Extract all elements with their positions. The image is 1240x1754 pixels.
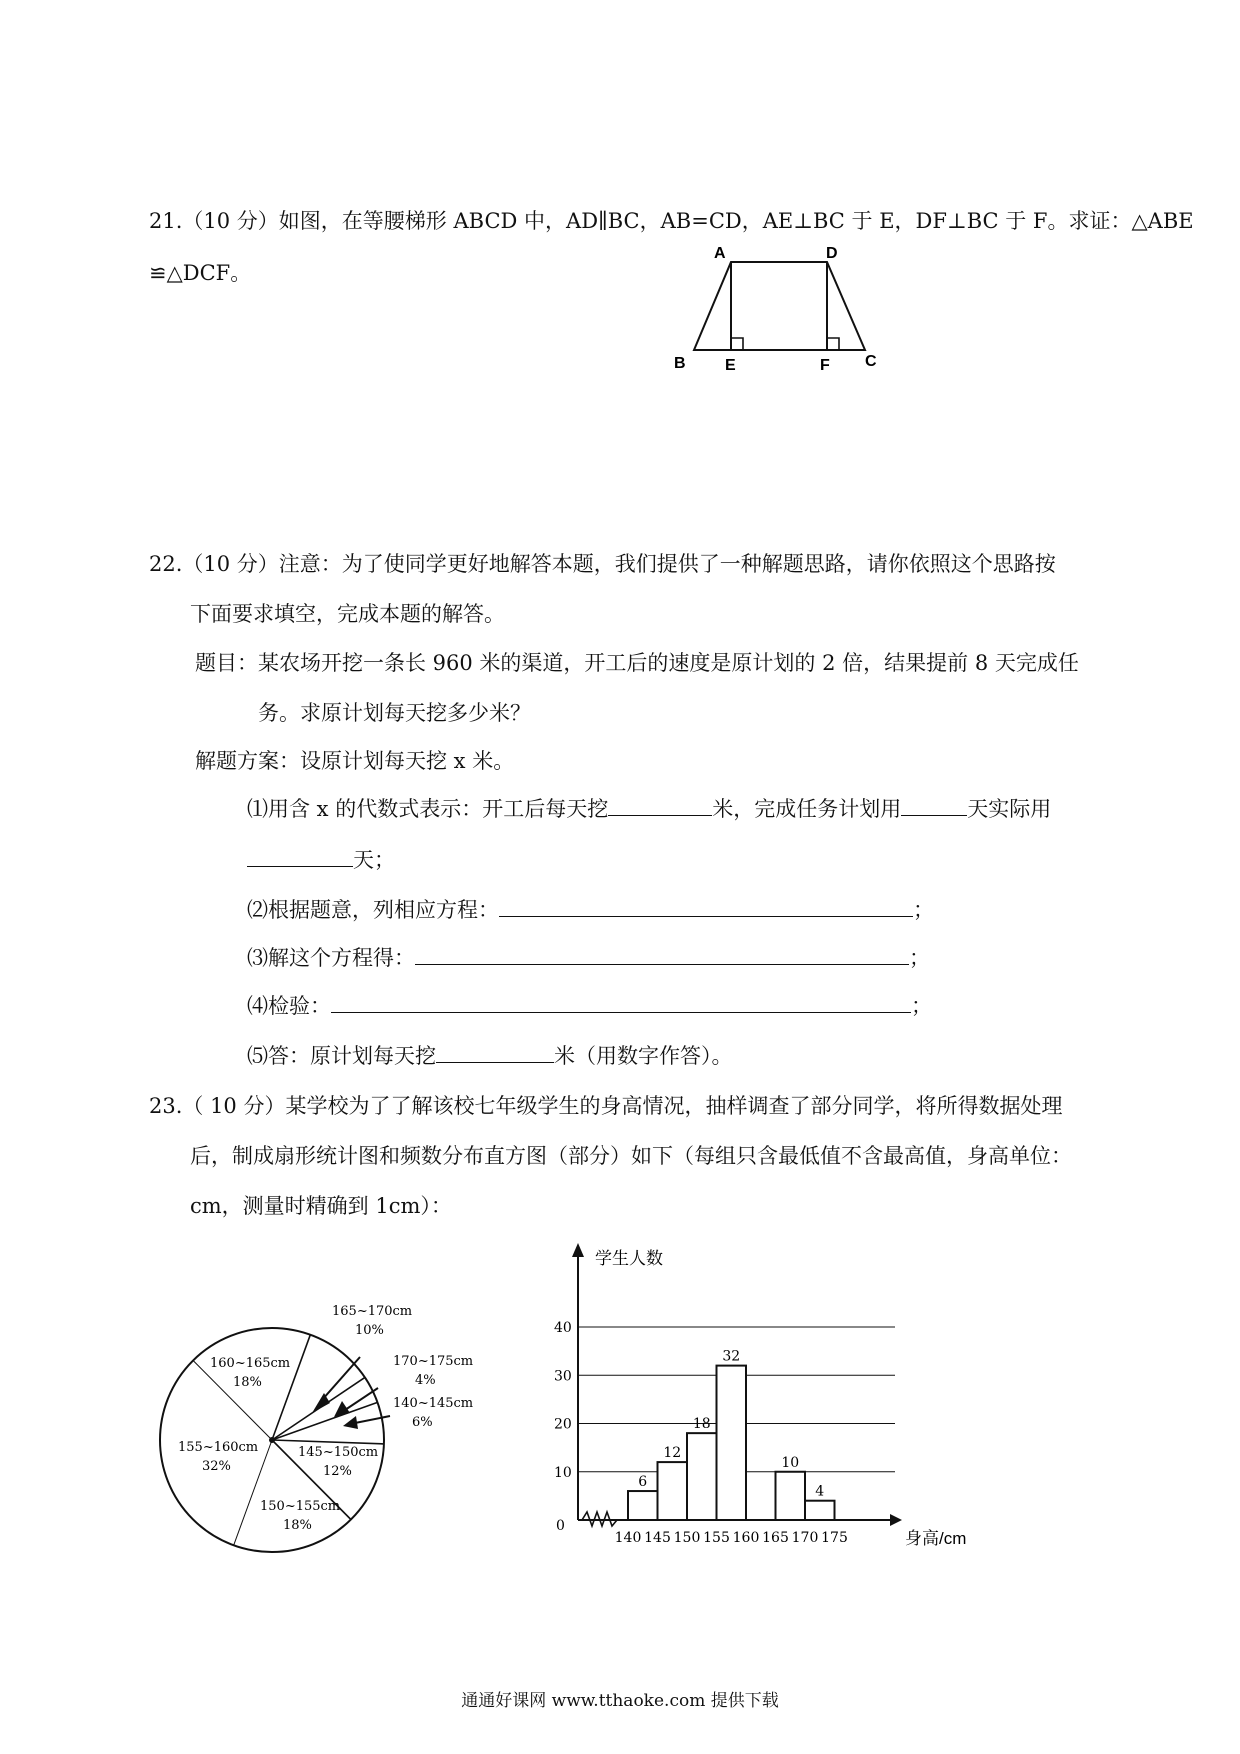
point-d-label: D: [826, 245, 838, 262]
blank-actual-days[interactable]: [247, 846, 353, 867]
y-axis-title: 学生人数: [595, 1249, 663, 1268]
origin-label: 0: [556, 1518, 565, 1534]
x-tick-label: 150: [673, 1530, 701, 1546]
bar-value-label: 12: [663, 1445, 682, 1462]
q21-line2: ≌△DCF。: [149, 261, 252, 285]
x-tick-label: 175: [821, 1530, 848, 1546]
pie-pct-165-170: 10%: [355, 1323, 384, 1338]
point-f-label: F: [820, 357, 830, 374]
point-e-label: E: [725, 357, 736, 374]
bar-value-label: 10: [781, 1454, 800, 1471]
point-a-label: A: [714, 245, 726, 262]
x-tick-label: 160: [732, 1530, 760, 1546]
x-tick-label: 165: [762, 1530, 789, 1546]
step5-text-b: 米（用数字作答）。: [554, 1044, 733, 1068]
bar-value-label: 4: [815, 1483, 825, 1500]
y-tick-label: 30: [554, 1368, 572, 1385]
q22-plan: 解题方案：设原计划每天挖 x 米。: [195, 749, 515, 773]
step3-text: ⑶解这个方程得：: [247, 946, 415, 970]
pie-label-160-165: 160~165cm: [210, 1356, 291, 1371]
point-c-label: C: [865, 353, 877, 370]
step1-text-d: 天；: [353, 848, 395, 872]
arrow-head: [343, 1416, 358, 1429]
blank-answer[interactable]: [436, 1042, 554, 1063]
step1-text-b: 米，完成任务计划用: [712, 797, 902, 821]
step3-semicolon: ；: [909, 946, 930, 970]
q22-step3: [247, 944, 930, 972]
y-tick-label: 10: [554, 1464, 572, 1481]
arrow-head: [312, 1393, 330, 1413]
blank-equation[interactable]: [499, 896, 913, 917]
blank-planned-days[interactable]: [901, 795, 967, 816]
q22-problem-line1: 题目：某农场开挖一条长 960 米的渠道，开工后的速度是原计划的 2 倍，结果提前 8 天完成任: [195, 651, 1079, 675]
pie-pct-145-150: 12%: [323, 1464, 352, 1479]
pie-slice-divider: [234, 1440, 272, 1545]
q22-line1: 22.（10 分）注意：为了使同学更好地解答本题，我们提供了一种解题思路，请你依照这个思路按: [149, 552, 1056, 576]
step4-text: ⑷检验：: [247, 994, 331, 1018]
q22-step4: [247, 992, 932, 1020]
q23-line1: 23.（ 10 分）某学校为了了解该校七年级学生的身高情况，抽样调查了部分同学，将所得数据处理: [149, 1094, 1063, 1118]
blank-check[interactable]: [331, 992, 911, 1013]
histogram-bar: [805, 1501, 835, 1520]
pie-label-140-145: 140~145cm: [393, 1396, 474, 1411]
bar-value-label: 18: [692, 1416, 711, 1433]
blank-daily-after[interactable]: [608, 795, 712, 816]
x-tick-label: 170: [791, 1530, 819, 1546]
x-axis-title: 身高/cm: [905, 1529, 967, 1548]
point-b-label: B: [674, 355, 686, 372]
x-tick-label: 145: [644, 1530, 671, 1546]
blank-solution[interactable]: [415, 944, 909, 965]
pie-chart: [150, 1285, 510, 1565]
pie-slice-divider: [272, 1335, 310, 1440]
pie-label-170-175: 170~175cm: [393, 1354, 474, 1369]
pie-label-145-150: 145~150cm: [298, 1445, 379, 1460]
bar-value-label: 6: [638, 1474, 648, 1491]
pie-label-150-155: 150~155cm: [260, 1499, 341, 1514]
pie-label-165-170: 165~170cm: [332, 1304, 413, 1319]
bar-value-label: 32: [722, 1348, 741, 1365]
histogram-bar: [628, 1491, 658, 1520]
pie-pct-160-165: 18%: [233, 1375, 262, 1390]
histogram-bar: [658, 1462, 688, 1520]
histogram-bar: [717, 1366, 747, 1520]
step2-text: ⑵根据题意，列相应方程：: [247, 898, 499, 922]
trapezoid-figure: [660, 240, 900, 375]
pie-pct-170-175: 4%: [415, 1373, 436, 1388]
step2-semicolon: ；: [913, 898, 934, 922]
pie-pct-155-160: 32%: [202, 1459, 231, 1474]
page-footer: 通通好课网 www.tthaoke.com 提供下载: [461, 1691, 779, 1711]
step1-text-a: ⑴用含 x 的代数式表示：开工后每天挖: [247, 797, 609, 821]
q22-step2: [247, 896, 934, 924]
step5-text-a: ⑸答：原计划每天挖: [247, 1044, 436, 1068]
x-axis-arrow: [890, 1514, 902, 1526]
y-tick-label: 20: [554, 1416, 572, 1433]
step4-semicolon: ；: [911, 994, 932, 1018]
q22-line2: 下面要求填空，完成本题的解答。: [190, 602, 505, 626]
pie-pct-140-145: 6%: [412, 1415, 433, 1430]
q22-step1-cont: [247, 846, 395, 874]
x-tick-label: 140: [614, 1530, 642, 1546]
pie-center: [269, 1437, 275, 1443]
q21-line1: 21.（10 分）如图，在等腰梯形 ABCD 中，AD∥BC，AB=CD，AE⊥BC 于 E，DF⊥BC 于 F。求证：△ABE: [149, 209, 1194, 233]
histogram-bar: [687, 1433, 717, 1520]
histogram-chart: [550, 1235, 990, 1555]
arrow-170-175: [345, 1388, 378, 1410]
arrow-140-145: [355, 1416, 390, 1423]
q23-line2: 后，制成扇形统计图和频数分布直方图（部分）如下（每组只含最低值不含最高值，身高单位：: [190, 1144, 1072, 1168]
histogram-bar: [776, 1472, 806, 1520]
pie-slice-divider: [272, 1440, 384, 1444]
pie-slice-divider: [193, 1361, 272, 1441]
step1-text-c: 天实际用: [967, 797, 1052, 821]
q22-problem-line2: 务。求原计划每天挖多少米？: [258, 701, 531, 725]
q23-line3: cm，测量时精确到 1cm）：: [190, 1194, 452, 1218]
pie-pct-150-155: 18%: [283, 1518, 312, 1533]
q22-step5: [247, 1042, 733, 1070]
y-tick-label: 40: [554, 1320, 572, 1336]
pie-label-155-160: 155~160cm: [178, 1440, 259, 1455]
x-tick-label: 155: [703, 1530, 730, 1546]
q22-step1: [247, 795, 1051, 823]
y-axis-arrow: [572, 1243, 584, 1257]
